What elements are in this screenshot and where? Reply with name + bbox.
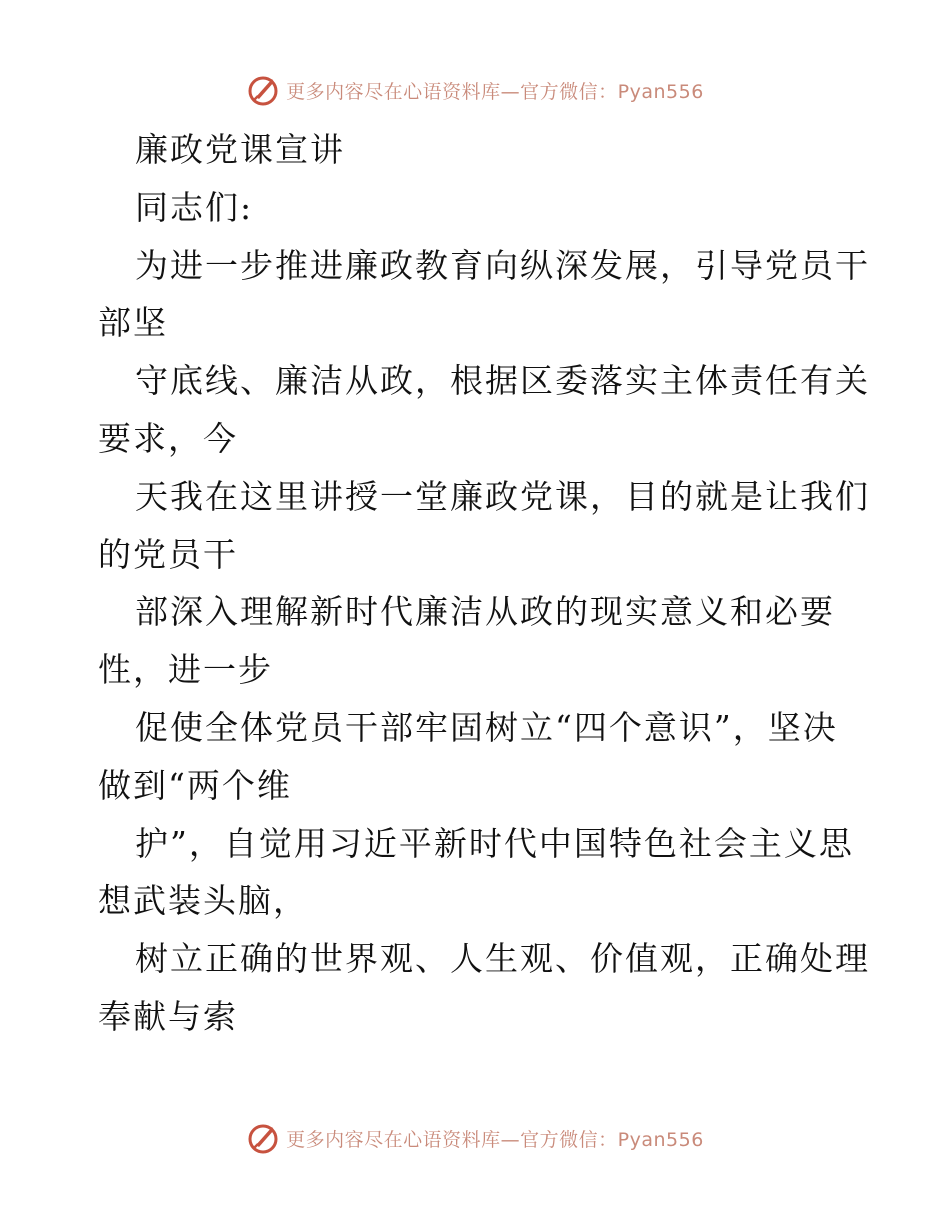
- doc-line: 护”，自觉用习近平新时代中国特色社会主义思: [135, 823, 854, 863]
- document-body: [98, 121, 870, 1046]
- doc-line: 部坚: [98, 303, 168, 343]
- doc-line: 要求，今: [98, 418, 238, 458]
- doc-line: 守底线、廉洁从政，根据区委落实主体责任有关: [135, 361, 870, 401]
- doc-line: 为进一步推进廉政教育向纵深发展，引导党员干: [135, 245, 870, 285]
- doc-line: 做到“两个维: [98, 765, 292, 805]
- doc-line: 的党员干: [98, 534, 238, 574]
- doc-line: 促使全体党员干部牢固树立“四个意识”，坚决: [135, 707, 838, 747]
- banner-text: 更多内容尽在心语资料库—官方微信：Pyan556: [286, 80, 704, 103]
- doc-line: 同志们:: [135, 187, 254, 227]
- doc-line: 想武装头脑，: [98, 881, 308, 921]
- doc-title: 廉政党课宣讲: [135, 130, 345, 169]
- doc-line: 天我在这里讲授一堂廉政党课，目的就是让我们: [135, 476, 870, 516]
- footer-banner: [0, 1118, 950, 1158]
- quill-seal-logo-icon: [246, 1121, 280, 1155]
- banner-text: 更多内容尽在心语资料库—官方微信：Pyan556: [286, 1128, 704, 1151]
- doc-line: 性，进一步: [98, 650, 273, 690]
- quill-seal-logo-icon: [246, 73, 280, 107]
- doc-line: 部深入理解新时代廉洁从政的现实意义和必要: [135, 592, 835, 632]
- doc-line: 奉献与索: [98, 996, 238, 1036]
- doc-line: 树立正确的世界观、人生观、价值观，正确处理: [135, 939, 870, 979]
- header-banner: [0, 70, 950, 110]
